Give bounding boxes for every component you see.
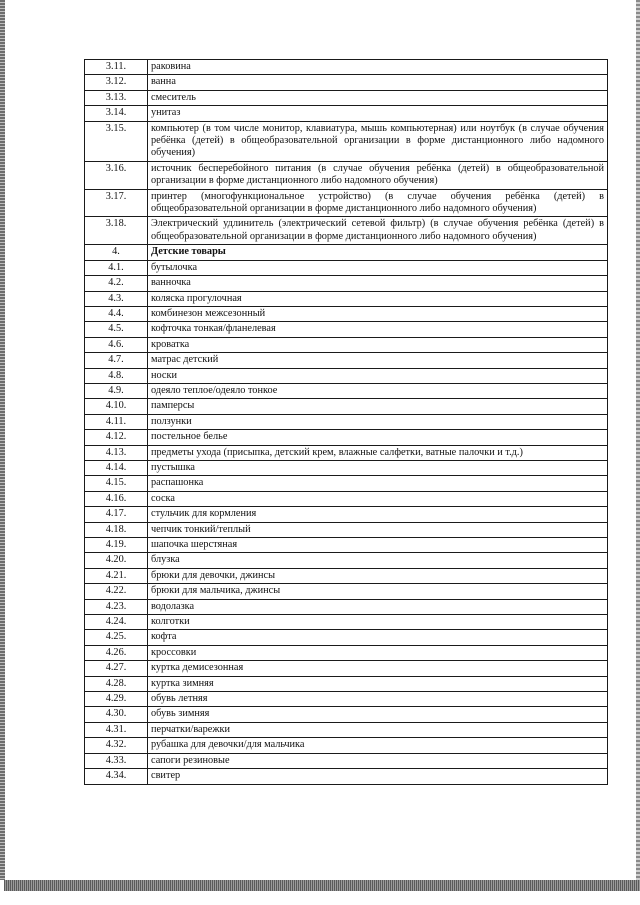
table-row xyxy=(85,337,608,352)
item-name: кроссовки xyxy=(148,645,608,660)
table-row xyxy=(85,630,608,645)
item-number: 4.12. xyxy=(85,430,148,445)
item-number: 4.21. xyxy=(85,568,148,583)
scan-edge-bottom xyxy=(4,880,640,891)
table-row xyxy=(85,692,608,707)
item-name: одеяло теплое/одеяло тонкое xyxy=(148,383,608,398)
table-row xyxy=(85,368,608,383)
item-number: 4.24. xyxy=(85,615,148,630)
table-row xyxy=(85,538,608,553)
table-row xyxy=(85,106,608,121)
item-number: 4.31. xyxy=(85,722,148,737)
item-name: стульчик для кормления xyxy=(148,507,608,522)
item-name: комбинезон межсезонный xyxy=(148,306,608,321)
table-row xyxy=(85,460,608,475)
item-number: 4.23. xyxy=(85,599,148,614)
table-row xyxy=(85,306,608,321)
item-number: 4.29. xyxy=(85,692,148,707)
item-name: постельное белье xyxy=(148,430,608,445)
table-row xyxy=(85,615,608,630)
item-name: шапочка шерстяная xyxy=(148,538,608,553)
item-name: блузка xyxy=(148,553,608,568)
item-name: брюки для мальчика, джинсы xyxy=(148,584,608,599)
table-row xyxy=(85,645,608,660)
item-number: 3.15. xyxy=(85,121,148,161)
item-number: 4.11. xyxy=(85,414,148,429)
item-number: 4.33. xyxy=(85,753,148,768)
item-name: коляска прогулочная xyxy=(148,291,608,306)
item-name: матрас детский xyxy=(148,353,608,368)
item-number: 3.11. xyxy=(85,60,148,75)
item-name: ползунки xyxy=(148,414,608,429)
table-row xyxy=(85,522,608,537)
item-number: 4.32. xyxy=(85,738,148,753)
scan-edge-right xyxy=(636,0,640,880)
item-name: предметы ухода (присыпка, детский крем, влажные салфетки, ватные палочки и т.д.) xyxy=(148,445,608,460)
item-number: 4.10. xyxy=(85,399,148,414)
item-name: памперсы xyxy=(148,399,608,414)
item-name: куртка демисезонная xyxy=(148,661,608,676)
table-row xyxy=(85,430,608,445)
item-number: 4.14. xyxy=(85,460,148,475)
item-number: 4. xyxy=(85,245,148,260)
item-number: 4.6. xyxy=(85,337,148,352)
table-row xyxy=(85,599,608,614)
table-row xyxy=(85,90,608,105)
item-name: водолазка xyxy=(148,599,608,614)
table-row xyxy=(85,260,608,275)
item-name: бутылочка xyxy=(148,260,608,275)
table-row xyxy=(85,584,608,599)
item-number: 4.1. xyxy=(85,260,148,275)
table-row xyxy=(85,661,608,676)
item-name: свитер xyxy=(148,769,608,784)
item-number: 4.3. xyxy=(85,291,148,306)
item-name: пустышка xyxy=(148,460,608,475)
item-number: 3.13. xyxy=(85,90,148,105)
item-number: 4.16. xyxy=(85,491,148,506)
item-name: принтер (многофункциональное устройство) (в случае обучения ребёнка (детей) в общеобразовательной организации в форме дистанционного либо надомного обучения) xyxy=(148,189,608,217)
table-row xyxy=(85,753,608,768)
table-row xyxy=(85,121,608,161)
table-row xyxy=(85,722,608,737)
item-name: источник бесперебойного питания (в случае обучения ребёнка (детей) в общеобразовательной организации в форме дистанционного либо надомного обучения) xyxy=(148,161,608,189)
item-number: 3.17. xyxy=(85,189,148,217)
item-name: соска xyxy=(148,491,608,506)
item-number: 4.20. xyxy=(85,553,148,568)
item-name: ванночка xyxy=(148,276,608,291)
item-number: 4.4. xyxy=(85,306,148,321)
item-number: 4.7. xyxy=(85,353,148,368)
item-number: 4.13. xyxy=(85,445,148,460)
item-name: компьютер (в том числе монитор, клавиатура, мышь компьютерная) или ноутбук (в случае обучения ребёнка (детей) в общеобразовательной организации в форме дистанционного либо надомного обучения) xyxy=(148,121,608,161)
item-name: брюки для девочки, джинсы xyxy=(148,568,608,583)
table-row xyxy=(85,353,608,368)
items-table xyxy=(84,59,608,785)
table-row xyxy=(85,707,608,722)
table-row xyxy=(85,553,608,568)
item-number: 4.25. xyxy=(85,630,148,645)
item-name: распашонка xyxy=(148,476,608,491)
table-row xyxy=(85,217,608,245)
table-row xyxy=(85,445,608,460)
item-name: чепчик тонкий/теплый xyxy=(148,522,608,537)
table-row xyxy=(85,568,608,583)
section-title: Детские товары xyxy=(148,245,608,260)
item-number: 4.22. xyxy=(85,584,148,599)
item-number: 4.2. xyxy=(85,276,148,291)
table-row xyxy=(85,60,608,75)
item-number: 4.5. xyxy=(85,322,148,337)
item-number: 4.19. xyxy=(85,538,148,553)
table-row xyxy=(85,161,608,189)
item-number: 4.15. xyxy=(85,476,148,491)
table-row xyxy=(85,291,608,306)
item-number: 4.18. xyxy=(85,522,148,537)
item-name: обувь летняя xyxy=(148,692,608,707)
table-row xyxy=(85,491,608,506)
item-name: раковина xyxy=(148,60,608,75)
item-number: 4.9. xyxy=(85,383,148,398)
item-name: перчатки/варежки xyxy=(148,722,608,737)
item-number: 4.28. xyxy=(85,676,148,691)
item-name: ванна xyxy=(148,75,608,90)
item-number: 3.16. xyxy=(85,161,148,189)
item-number: 3.18. xyxy=(85,217,148,245)
table-row xyxy=(85,383,608,398)
table-row xyxy=(85,769,608,784)
table-row xyxy=(85,507,608,522)
item-name: унитаз xyxy=(148,106,608,121)
table-row xyxy=(85,476,608,491)
item-number: 4.27. xyxy=(85,661,148,676)
table-row xyxy=(85,414,608,429)
item-name: кофта xyxy=(148,630,608,645)
item-name: сапоги резиновые xyxy=(148,753,608,768)
scan-edge-left xyxy=(0,0,5,880)
section-row xyxy=(85,245,608,260)
item-number: 4.17. xyxy=(85,507,148,522)
table-row xyxy=(85,75,608,90)
item-number: 4.34. xyxy=(85,769,148,784)
table-row xyxy=(85,399,608,414)
item-name: смеситель xyxy=(148,90,608,105)
item-name: кроватка xyxy=(148,337,608,352)
item-number: 4.26. xyxy=(85,645,148,660)
item-number: 3.12. xyxy=(85,75,148,90)
item-name: рубашка для девочки/для мальчика xyxy=(148,738,608,753)
item-number: 3.14. xyxy=(85,106,148,121)
table-row xyxy=(85,189,608,217)
item-name: кофточка тонкая/фланелевая xyxy=(148,322,608,337)
item-number: 4.8. xyxy=(85,368,148,383)
item-name: Электрический удлинитель (электрический сетевой фильтр) (в случае обучения ребёнка (детей) в общеобразовательной организации в форме дистанционного либо надомного обучения) xyxy=(148,217,608,245)
table-row xyxy=(85,322,608,337)
item-name: колготки xyxy=(148,615,608,630)
item-number: 4.30. xyxy=(85,707,148,722)
item-name: куртка зимняя xyxy=(148,676,608,691)
item-name: носки xyxy=(148,368,608,383)
table-row xyxy=(85,276,608,291)
item-name: обувь зимняя xyxy=(148,707,608,722)
items-table-body xyxy=(85,60,608,785)
table-row xyxy=(85,676,608,691)
table-row xyxy=(85,738,608,753)
